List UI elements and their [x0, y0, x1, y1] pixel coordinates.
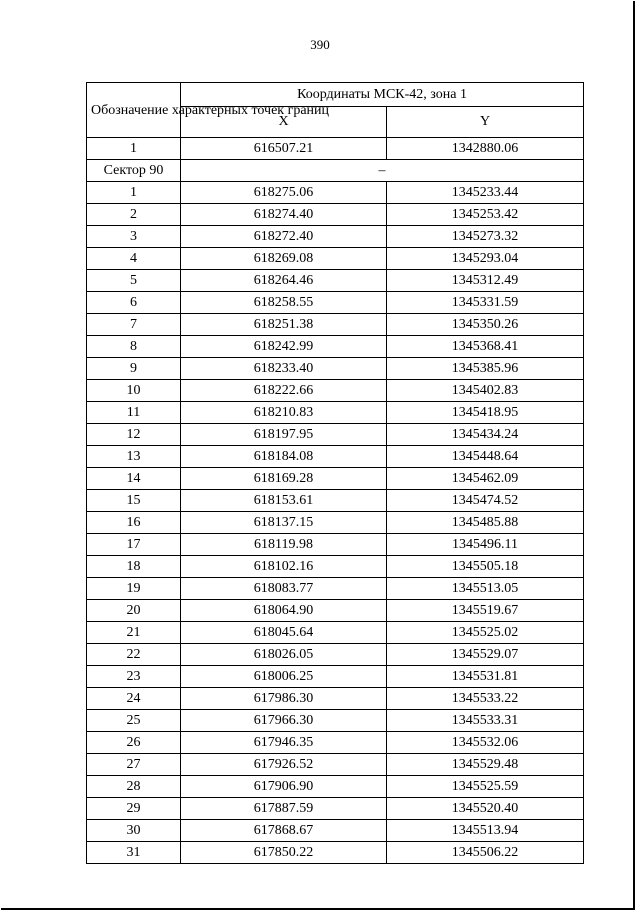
table-row — [87, 292, 584, 314]
x-value: 617887.59 — [181, 798, 387, 820]
point-label: 5 — [87, 270, 181, 292]
table-header-row — [87, 83, 584, 107]
y-value: 1345462.09 — [387, 468, 584, 490]
x-value: 617906.90 — [181, 776, 387, 798]
point-label: 16 — [87, 512, 181, 534]
y-value: 1345448.64 — [387, 446, 584, 468]
sector-name: Сектор 90 — [87, 160, 181, 182]
x-value: 618006.25 — [181, 666, 387, 688]
table-row — [87, 688, 584, 710]
table-row — [87, 600, 584, 622]
table-row — [87, 248, 584, 270]
x-value: 617868.67 — [181, 820, 387, 842]
point-label: 24 — [87, 688, 181, 710]
y-value: 1345496.11 — [387, 534, 584, 556]
y-value: 1345505.18 — [387, 556, 584, 578]
table-row — [87, 820, 584, 842]
y-value: 1345506.22 — [387, 842, 584, 864]
table-row — [87, 512, 584, 534]
x-value: 618233.40 — [181, 358, 387, 380]
x-value: 616507.21 — [181, 138, 387, 160]
table-row — [87, 314, 584, 336]
x-value: 618258.55 — [181, 292, 387, 314]
table-row — [87, 776, 584, 798]
y-value: 1345331.59 — [387, 292, 584, 314]
table-row — [87, 204, 584, 226]
point-label: 19 — [87, 578, 181, 600]
y-value: 1345513.05 — [387, 578, 584, 600]
point-label: 20 — [87, 600, 181, 622]
table-row — [87, 358, 584, 380]
sector-dash: – — [181, 160, 584, 182]
point-label: 30 — [87, 820, 181, 842]
x-value: 618119.98 — [181, 534, 387, 556]
x-value: 618272.40 — [181, 226, 387, 248]
x-value: 618275.06 — [181, 182, 387, 204]
x-value: 618269.08 — [181, 248, 387, 270]
point-label: 27 — [87, 754, 181, 776]
y-value: 1345525.02 — [387, 622, 584, 644]
x-value: 618184.08 — [181, 446, 387, 468]
y-value: 1345529.07 — [387, 644, 584, 666]
x-value: 618083.77 — [181, 578, 387, 600]
point-label: 15 — [87, 490, 181, 512]
table-row — [87, 490, 584, 512]
point-label: 28 — [87, 776, 181, 798]
y-value: 1345533.22 — [387, 688, 584, 710]
y-value: 1342880.06 — [387, 138, 584, 160]
point-label: 13 — [87, 446, 181, 468]
point-label: 3 — [87, 226, 181, 248]
x-value: 618153.61 — [181, 490, 387, 512]
coordinates-table — [86, 82, 584, 864]
point-label: 23 — [87, 666, 181, 688]
point-label: 9 — [87, 358, 181, 380]
x-value: 618210.83 — [181, 402, 387, 424]
point-label: 31 — [87, 842, 181, 864]
y-value: 1345513.94 — [387, 820, 584, 842]
point-label: 10 — [87, 380, 181, 402]
table-row — [87, 402, 584, 424]
x-value: 618251.38 — [181, 314, 387, 336]
table-row — [87, 578, 584, 600]
y-value: 1345519.67 — [387, 600, 584, 622]
x-value: 618045.64 — [181, 622, 387, 644]
y-value: 1345525.59 — [387, 776, 584, 798]
table-row — [87, 270, 584, 292]
table-row — [87, 138, 584, 160]
y-value: 1345434.24 — [387, 424, 584, 446]
point-label: 25 — [87, 710, 181, 732]
table-row — [87, 622, 584, 644]
table-row — [87, 446, 584, 468]
table-row — [87, 732, 584, 754]
x-value: 618064.90 — [181, 600, 387, 622]
x-value: 618242.99 — [181, 336, 387, 358]
table-row — [87, 534, 584, 556]
point-label: 18 — [87, 556, 181, 578]
table-row — [87, 424, 584, 446]
table-row — [87, 798, 584, 820]
y-value: 1345532.06 — [387, 732, 584, 754]
x-value: 617986.30 — [181, 688, 387, 710]
x-value: 618102.16 — [181, 556, 387, 578]
point-label: 7 — [87, 314, 181, 336]
x-value: 618026.05 — [181, 644, 387, 666]
x-value: 618197.95 — [181, 424, 387, 446]
x-value: 618264.46 — [181, 270, 387, 292]
y-value: 1345312.49 — [387, 270, 584, 292]
header-point-label: Обозначение характерных точек границ — [87, 83, 181, 138]
y-value: 1345402.83 — [387, 380, 584, 402]
x-value: 617850.22 — [181, 842, 387, 864]
header-x: X — [181, 107, 387, 138]
point-label: 6 — [87, 292, 181, 314]
point-label: 1 — [87, 138, 181, 160]
point-label: 2 — [87, 204, 181, 226]
table-row — [87, 710, 584, 732]
y-value: 1345474.52 — [387, 490, 584, 512]
x-value: 617966.30 — [181, 710, 387, 732]
point-label: 17 — [87, 534, 181, 556]
x-value: 618222.66 — [181, 380, 387, 402]
point-label: 12 — [87, 424, 181, 446]
table-row — [87, 754, 584, 776]
x-value: 618137.15 — [181, 512, 387, 534]
y-value: 1345273.32 — [387, 226, 584, 248]
x-value: 617946.35 — [181, 732, 387, 754]
header-coordinates: Координаты МСК-42, зона 1 — [181, 83, 584, 107]
y-value: 1345533.31 — [387, 710, 584, 732]
page-number: 390 — [310, 37, 330, 52]
y-value: 1345350.26 — [387, 314, 584, 336]
table-row — [87, 842, 584, 864]
table-row — [87, 336, 584, 358]
table-row — [87, 468, 584, 490]
y-value: 1345529.48 — [387, 754, 584, 776]
x-value: 617926.52 — [181, 754, 387, 776]
table-row — [87, 666, 584, 688]
table-row — [87, 182, 584, 204]
point-label: 14 — [87, 468, 181, 490]
y-value: 1345418.95 — [387, 402, 584, 424]
point-label: 22 — [87, 644, 181, 666]
x-value: 618274.40 — [181, 204, 387, 226]
y-value: 1345368.41 — [387, 336, 584, 358]
table-row — [87, 380, 584, 402]
y-value: 1345233.44 — [387, 182, 584, 204]
point-label: 8 — [87, 336, 181, 358]
y-value: 1345485.88 — [387, 512, 584, 534]
y-value: 1345520.40 — [387, 798, 584, 820]
table-row — [87, 556, 584, 578]
point-label: 29 — [87, 798, 181, 820]
sector-row — [87, 160, 584, 182]
header-y: Y — [387, 107, 584, 138]
x-value: 618169.28 — [181, 468, 387, 490]
table-row — [87, 226, 584, 248]
y-value: 1345253.42 — [387, 204, 584, 226]
point-label: 21 — [87, 622, 181, 644]
y-value: 1345293.04 — [387, 248, 584, 270]
point-label: 26 — [87, 732, 181, 754]
y-value: 1345385.96 — [387, 358, 584, 380]
point-label: 11 — [87, 402, 181, 424]
point-label: 4 — [87, 248, 181, 270]
point-label: 1 — [87, 182, 181, 204]
y-value: 1345531.81 — [387, 666, 584, 688]
table-row — [87, 644, 584, 666]
